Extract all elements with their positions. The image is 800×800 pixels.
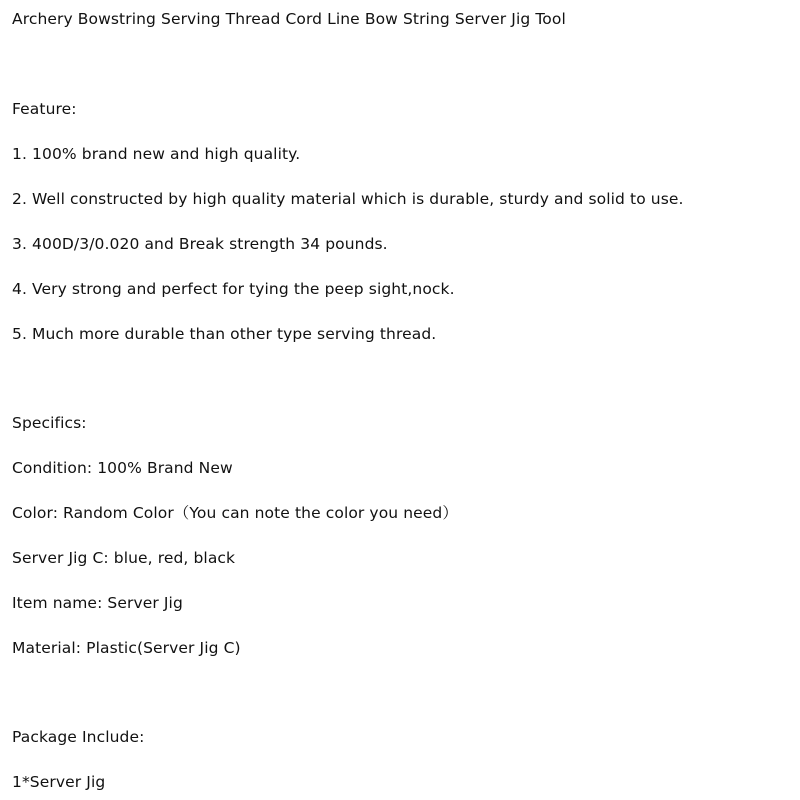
specifics-heading: Specifics: bbox=[12, 414, 87, 432]
feature-item: 4. Very strong and perfect for tying the peep sight,nock. bbox=[12, 280, 455, 298]
specifics-item: Condition: 100% Brand New bbox=[12, 459, 233, 477]
feature-item: 2. Well constructed by high quality material which is durable, sturdy and solid to use. bbox=[12, 190, 684, 208]
package-heading: Package Include: bbox=[12, 728, 145, 746]
feature-item: 1. 100% brand new and high quality. bbox=[12, 145, 301, 163]
specifics-item: Item name: Server Jig bbox=[12, 594, 183, 612]
package-item: 1*Server Jig bbox=[12, 773, 106, 791]
feature-heading: Feature: bbox=[12, 100, 77, 118]
feature-item: 5. Much more durable than other type serving thread. bbox=[12, 325, 437, 343]
feature-item: 3. 400D/3/0.020 and Break strength 34 pounds. bbox=[12, 235, 388, 253]
specifics-item: Server Jig C: blue, red, black bbox=[12, 549, 236, 567]
specifics-item: Color: Random Color（You can note the color you need） bbox=[12, 504, 458, 522]
product-title: Archery Bowstring Serving Thread Cord Line Bow String Server Jig Tool bbox=[12, 10, 566, 28]
specifics-item: Material: Plastic(Server Jig C) bbox=[12, 639, 241, 657]
